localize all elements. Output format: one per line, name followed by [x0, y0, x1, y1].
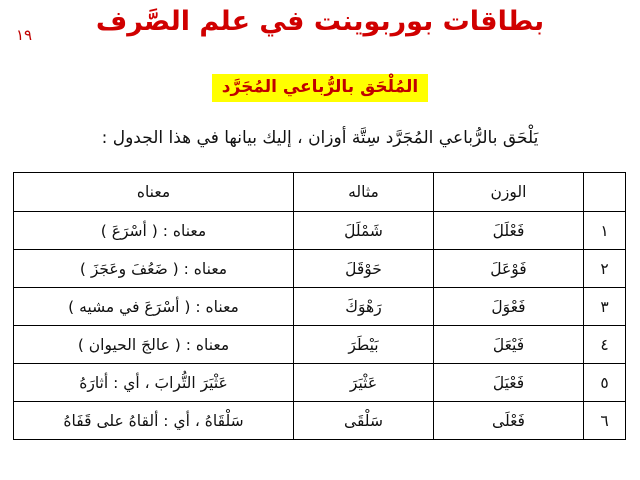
table-row [14, 326, 626, 364]
cell-maana: سَلْقَاهُ ، أي : ألقاهُ على قَفَاهُ [14, 402, 294, 440]
header-index [584, 173, 626, 212]
cell-wazn: فَعْلَلَ [434, 212, 584, 250]
cell-maana: معناه : ( ضَعُفَ وعَجَزَ ) [14, 250, 294, 288]
cell-wazn: فَوْعَلَ [434, 250, 584, 288]
table-row [14, 402, 626, 440]
table-row [14, 364, 626, 402]
table-row [14, 250, 626, 288]
awzan-table [13, 172, 626, 440]
cell-wazn: فَعْيَلَ [434, 364, 584, 402]
cell-mithal: سَلْقَى [294, 402, 434, 440]
cell-maana: عَثْيَرَ التُّرابَ ، أي : أثارَهُ [14, 364, 294, 402]
cell-index: ٣ [584, 288, 626, 326]
table-row [14, 288, 626, 326]
cell-wazn: فَعْلَى [434, 402, 584, 440]
page-title: بطاقات بوربوينت في علم الصَّرف [95, 6, 545, 37]
cell-mithal: حَوْقَلَ [294, 250, 434, 288]
cell-index: ١ [584, 212, 626, 250]
cell-mithal: شَمْلَلَ [294, 212, 434, 250]
section-heading: المُلْحَق بالرُّباعي المُجَرَّد [212, 74, 428, 102]
cell-index: ٦ [584, 402, 626, 440]
header-mithal: مثاله [294, 173, 434, 212]
cell-maana: معناه : ( عالجَ الحيوان ) [14, 326, 294, 364]
highlight-title-container [0, 74, 640, 102]
cell-index: ٢ [584, 250, 626, 288]
cell-maana: معناه : ( أسْرَعَ في مشيه ) [14, 288, 294, 326]
cell-index: ٥ [584, 364, 626, 402]
cell-wazn: فَيْعَلَ [434, 326, 584, 364]
cell-index: ٤ [584, 326, 626, 364]
cell-mithal: بَيْطَرَ [294, 326, 434, 364]
page-number: ١٩ [16, 26, 33, 44]
cell-wazn: فَعْوَلَ [434, 288, 584, 326]
header-wazn: الوزن [434, 173, 584, 212]
intro-paragraph: يَلْحَق بالرُّباعي المُجَرَّد سِتَّة أوزان ، إليك بيانها في هذا الجدول : [101, 128, 539, 148]
table-container [14, 172, 626, 440]
cell-mithal: رَهْوَكَ [294, 288, 434, 326]
table-row [14, 212, 626, 250]
header-maana: معناه [14, 173, 294, 212]
cell-mithal: عَثْيَرَ [294, 364, 434, 402]
cell-maana: معناه : ( أسْرَعَ ) [14, 212, 294, 250]
table-header-row [14, 173, 626, 212]
